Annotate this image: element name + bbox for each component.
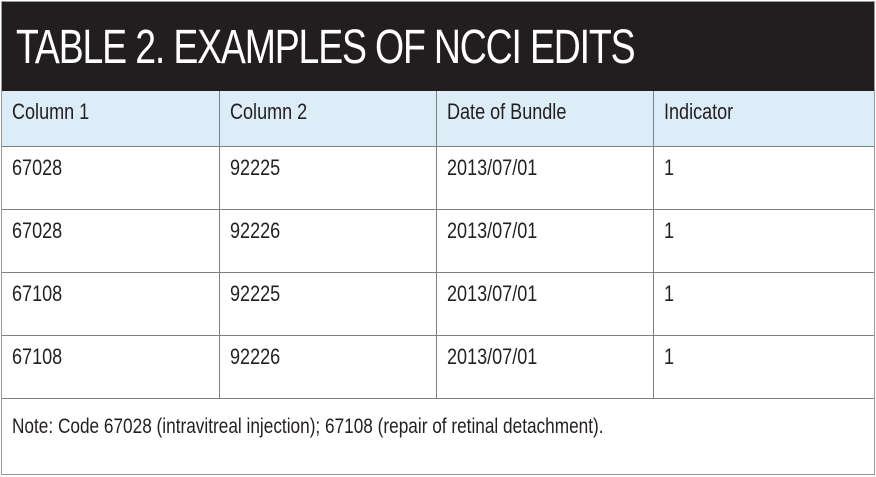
table-row: [2, 146, 874, 209]
cell-column-1: 67108: [12, 343, 63, 369]
cell-date-of-bundle: 2013/07/01: [446, 154, 537, 180]
table-row: [2, 209, 874, 272]
table-cell: [653, 209, 874, 272]
cell-date-of-bundle: 2013/07/01: [446, 280, 537, 306]
header-date-of-bundle: [436, 91, 653, 146]
table-cell: [436, 209, 653, 272]
table-note-cell: [2, 398, 874, 466]
table-title: TABLE 2. EXAMPLES OF NCCI EDITS: [16, 20, 635, 74]
header-column-2-label: Column 2: [229, 99, 307, 124]
cell-column-1: 67028: [12, 154, 63, 180]
table-cell: [219, 272, 436, 335]
cell-column-2: 92225: [229, 154, 280, 180]
table-cell: [653, 335, 874, 398]
table-cell: [2, 209, 219, 272]
table-cell: [2, 335, 219, 398]
cell-indicator: 1: [663, 217, 674, 243]
table-cell: [436, 335, 653, 398]
table-header-row: [2, 91, 874, 146]
cell-indicator: 1: [663, 280, 674, 306]
cell-indicator: 1: [663, 154, 674, 180]
ncci-edits-table: [2, 91, 874, 466]
header-column-2: [219, 91, 436, 146]
cell-column-2: 92226: [229, 217, 280, 243]
cell-column-2: 92226: [229, 343, 280, 369]
table-cell: [2, 146, 219, 209]
header-column-1: [2, 91, 219, 146]
cell-date-of-bundle: 2013/07/01: [446, 217, 537, 243]
table-row: [2, 335, 874, 398]
header-column-1-label: Column 1: [12, 99, 90, 124]
table-cell: [219, 209, 436, 272]
header-date-of-bundle-label: Date of Bundle: [446, 99, 566, 124]
table-cell: [436, 272, 653, 335]
header-indicator: [653, 91, 874, 146]
table-cell: [436, 146, 653, 209]
table-cell: [653, 146, 874, 209]
table-note: Note: Code 67028 (intravitreal injection); 67108 (repair of retinal detachment).: [12, 414, 604, 438]
table-cell: [219, 335, 436, 398]
cell-indicator: 1: [663, 343, 674, 369]
table-cell: [219, 146, 436, 209]
table-cell: [653, 272, 874, 335]
cell-column-2: 92225: [229, 280, 280, 306]
table-row: [2, 272, 874, 335]
cell-column-1: 67108: [12, 280, 63, 306]
table-figure: [1, 1, 875, 475]
table-title-bar: [2, 2, 874, 91]
cell-date-of-bundle: 2013/07/01: [446, 343, 537, 369]
header-indicator-label: Indicator: [663, 99, 733, 124]
cell-column-1: 67028: [12, 217, 63, 243]
table-note-row: [2, 398, 874, 466]
table-cell: [2, 272, 219, 335]
